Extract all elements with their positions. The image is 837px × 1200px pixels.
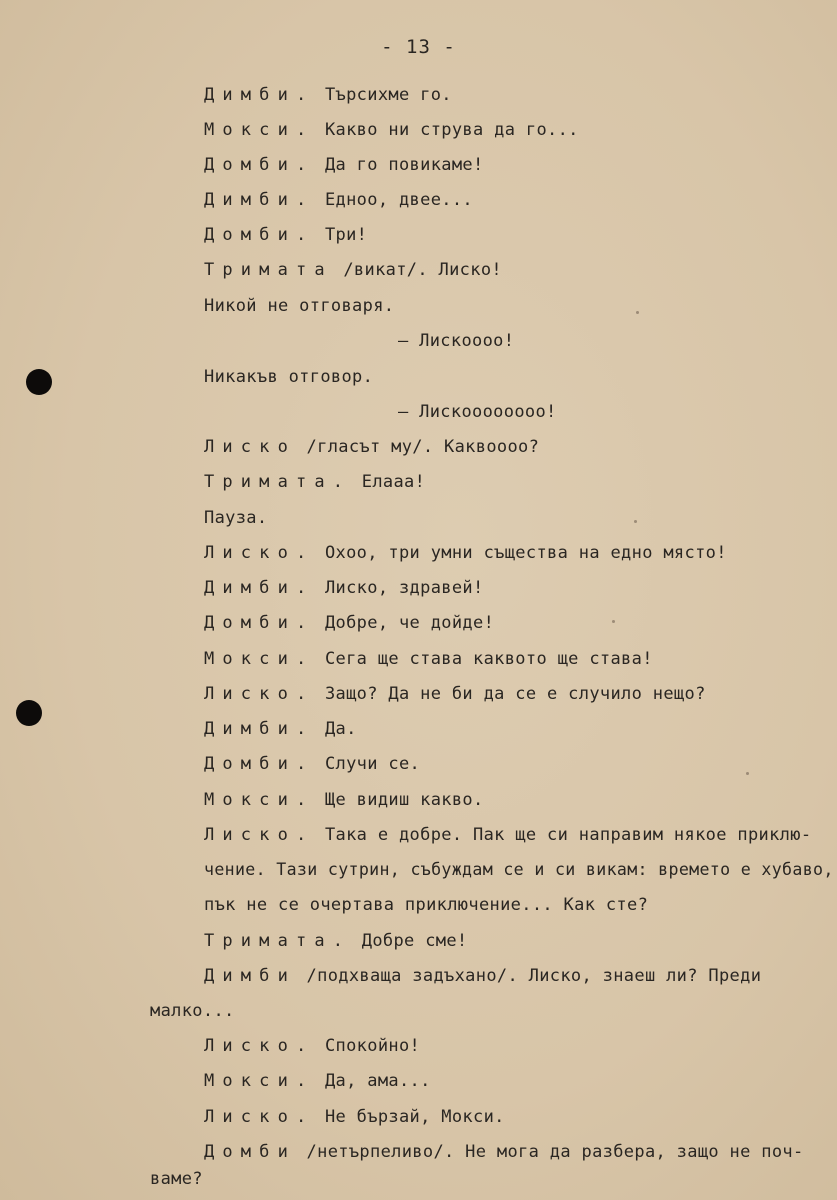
- stage-direction: [204, 366, 373, 388]
- speaker-name: Мокси.: [204, 1071, 315, 1091]
- script-line: [204, 824, 811, 846]
- speech-text: /викат/. Лиско!: [332, 260, 502, 280]
- script-line: [204, 718, 357, 740]
- continuation-line: [150, 1000, 235, 1022]
- call-text: – Лискоооо!: [398, 331, 515, 351]
- script-line: [204, 930, 468, 952]
- speech-text: Сега ще става каквото ще става!: [314, 649, 653, 669]
- speaker-name: Лиско: [204, 437, 296, 457]
- speaker-name: Тримата: [204, 260, 333, 280]
- speaker-name: Мокси.: [204, 649, 315, 669]
- speaker-name: Лиско.: [204, 1036, 315, 1056]
- speech-text: Три!: [314, 225, 368, 245]
- speech-text: Защо? Да не би да се е случило нещо?: [314, 684, 706, 704]
- script-line: [204, 119, 579, 141]
- script-line: [204, 84, 452, 106]
- script-line: [204, 1106, 505, 1128]
- script-line: [204, 471, 425, 493]
- speech-text: чение. Тази сутрин, събуждам се и си викам: времето е хубаво,: [204, 860, 834, 879]
- speech-text: Търсихме го.: [314, 85, 452, 105]
- speaker-name: Лиско.: [204, 1107, 315, 1127]
- continuation-line: [204, 859, 834, 881]
- speaker-name: Домби.: [204, 613, 315, 633]
- speech-text: ваме?: [150, 1169, 203, 1189]
- speech-text: пък не се очертава приключение... Как сте?: [204, 895, 649, 915]
- speaker-name: Мокси.: [204, 120, 315, 140]
- speech-text: Какво ни струва да го...: [314, 120, 579, 140]
- script-line: [204, 154, 484, 176]
- speaker-name: Домби: [204, 1142, 296, 1162]
- script-line: [204, 436, 539, 458]
- speaker-name: Димби.: [204, 85, 315, 105]
- script-line: [204, 577, 484, 599]
- stage-direction-text: Никой не отговаря.: [204, 296, 395, 316]
- speech-text: Ще видиш какво.: [314, 790, 484, 810]
- page-number: - 13 -: [381, 36, 456, 58]
- speaker-name: Домби.: [204, 155, 315, 175]
- speech-text: /подхваща задъхано/. Лиско, знаеш ли? Преди: [295, 966, 762, 986]
- stage-direction: [204, 295, 394, 317]
- continuation-line: [204, 894, 648, 916]
- speaker-name: Лиско.: [204, 543, 315, 563]
- speech-text: Така е добре. Пак ще си направим някое приклю-: [314, 825, 812, 845]
- script-line: [204, 612, 494, 634]
- call-line: [398, 330, 514, 352]
- speaker-name: Димби.: [204, 719, 315, 739]
- speech-text: Добре сме!: [351, 931, 468, 951]
- script-line: [204, 224, 367, 246]
- script-line: [204, 259, 502, 281]
- speaker-name: Димби.: [204, 190, 315, 210]
- script-line: [204, 1035, 420, 1057]
- script-line: [204, 1141, 804, 1163]
- speaker-name: Домби.: [204, 754, 315, 774]
- speaker-name: Лиско.: [204, 684, 315, 704]
- speech-text: Елааа!: [351, 472, 426, 492]
- speaker-name: Мокси.: [204, 790, 315, 810]
- script-line: [204, 789, 484, 811]
- script-line: [204, 189, 473, 211]
- speech-text: Лиско, здравей!: [314, 578, 484, 598]
- script-line: [204, 648, 653, 670]
- script-line: [204, 683, 706, 705]
- script-line: [204, 753, 420, 775]
- speaker-name: Тримата.: [204, 931, 352, 951]
- speaker-name: Лиско.: [204, 825, 315, 845]
- script-line: [204, 542, 727, 564]
- call-text: – Лискоооооооо!: [398, 402, 557, 422]
- speaker-name: Димби: [204, 966, 296, 986]
- script-line: [204, 965, 761, 987]
- stage-direction-text: Никакъв отговор.: [204, 367, 374, 387]
- speech-text: Не бързай, Мокси.: [314, 1107, 505, 1127]
- stage-direction: [204, 507, 267, 529]
- speech-text: Добре, че дойде!: [314, 613, 495, 633]
- speech-text: Спокойно!: [314, 1036, 421, 1056]
- speech-text: /нетърпеливо/. Не мога да разбера, защо не поч-: [295, 1142, 804, 1162]
- speaker-name: Домби.: [204, 225, 315, 245]
- speech-text: Да.: [314, 719, 357, 739]
- speaker-name: Димби.: [204, 578, 315, 598]
- stage-direction-text: Пауза.: [204, 508, 268, 528]
- call-line: [398, 401, 557, 423]
- speech-text: Едноо, двее...: [314, 190, 473, 210]
- speech-text: Охоо, три умни същества на едно място!: [314, 543, 727, 563]
- speech-text: /гласът му/. Каквоооо?: [295, 437, 540, 457]
- speech-text: Да го повикаме!: [314, 155, 484, 175]
- speech-text: Случи се.: [314, 754, 421, 774]
- script-line: [204, 1070, 431, 1092]
- speaker-name: Тримата.: [204, 472, 352, 492]
- speech-text: Да, ама...: [314, 1071, 431, 1091]
- continuation-line: [150, 1168, 203, 1190]
- speech-text: малко...: [150, 1001, 235, 1021]
